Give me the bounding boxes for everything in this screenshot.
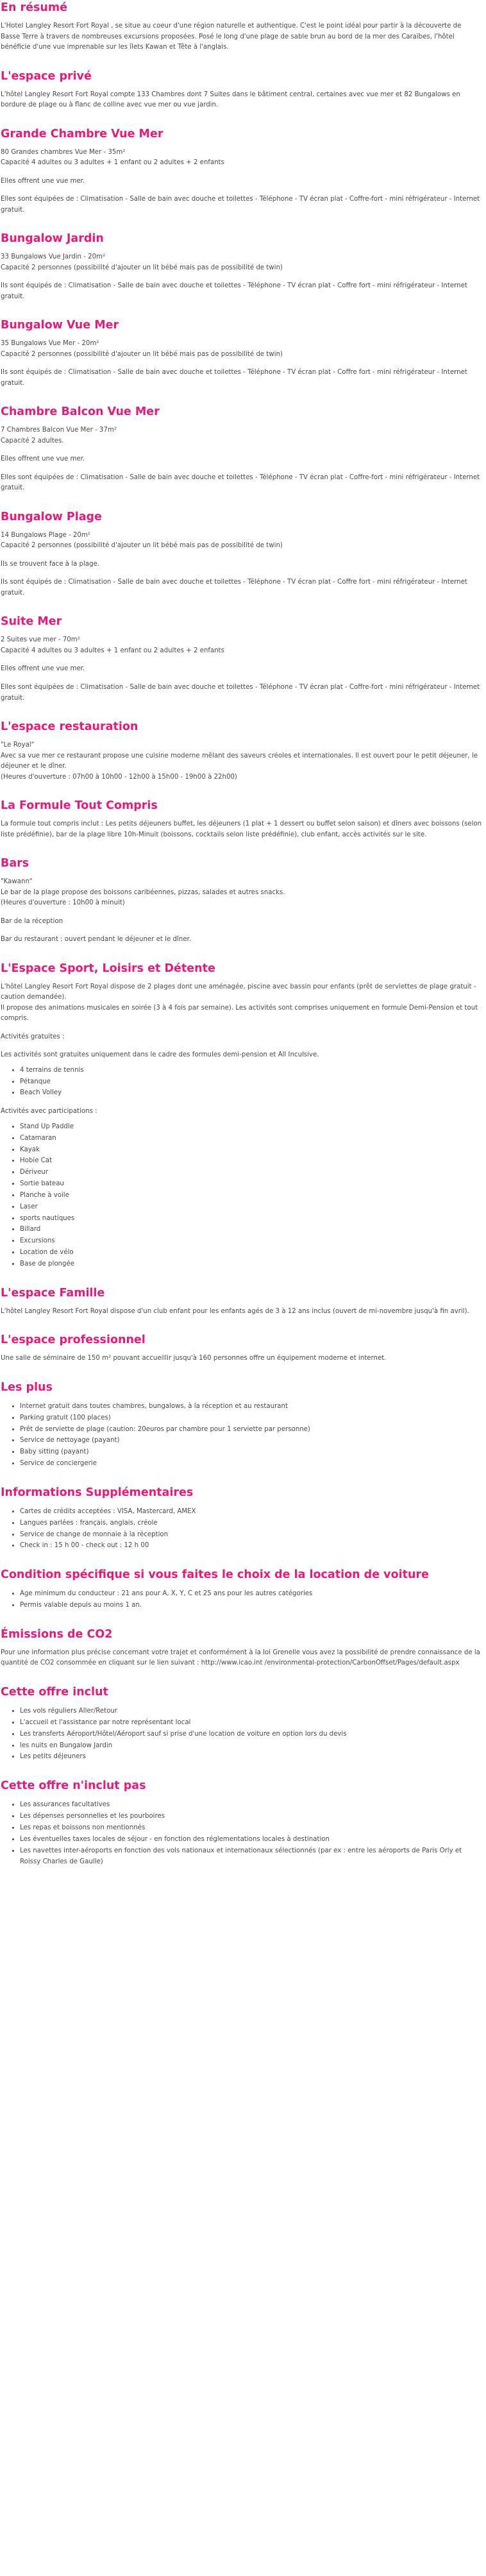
- list-item: • Sortie bateau: [20, 1178, 482, 1190]
- section-title: Cette offre inclut: [1, 1685, 108, 1699]
- section-les-plus: [1, 1381, 482, 1470]
- paid-activities-list: [1, 1121, 482, 1270]
- section-offre-inclut: [1, 1686, 482, 1763]
- section-bars: [1, 857, 482, 945]
- section-title: L'espace privé: [1, 69, 92, 83]
- list-item: • Kayak: [20, 1144, 482, 1156]
- list-item: • Cartes de crédits acceptées : VISA, Mastercard, AMEX: [20, 1506, 482, 1518]
- section-bungalow-vue-mer: [1, 319, 482, 389]
- section-sport: [1, 962, 482, 1270]
- list-item: • Excursions: [20, 1235, 482, 1247]
- list-item: • Les transferts Aéroport/Hôtel/Aéroport sauf si prise d'une location de voiture en option lors du devis: [20, 1729, 482, 1740]
- section-suite-mer: [1, 615, 482, 704]
- opening-hours: (Heures d'ouverture : 07h00 à 10h00 - 12h00 à 15h00 - 19h00 à 22h00): [1, 773, 237, 781]
- list-item: • Parking gratuit (100 places): [20, 1412, 482, 1424]
- section-title: L'Espace Sport, Loisirs et Détente: [1, 962, 215, 975]
- list-item: • Laser: [20, 1201, 482, 1213]
- paragraph: [1, 740, 482, 783]
- free-activities-list: [1, 1065, 482, 1099]
- list-item: • Location de vélo: [20, 1247, 482, 1258]
- section-offre-n-inclut-pas: [1, 1779, 482, 1868]
- section-bungalow-jardin: [1, 232, 482, 302]
- included-list: [1, 1706, 482, 1763]
- paragraph: [1, 635, 482, 656]
- paragraph: [1, 530, 482, 552]
- section-title: Chambre Balcon Vue Mer: [1, 405, 160, 419]
- room-capacity: Capacité 4 adultes ou 3 adultes + 1 enfant ou 2 adultes + 2 enfants: [1, 647, 224, 654]
- list-item: • Les petits déjeuners: [20, 1751, 482, 1763]
- list-item: • les nuits en Bungalow Jardin: [20, 1740, 482, 1752]
- list-item: • Base de plongée: [20, 1258, 482, 1270]
- section-resume: [1, 1, 482, 53]
- paragraph: L'Hotel Langley Resort Fort Royal , se situe au coeur d'une région naturelle et authentique. C'est le point idéal pour partir à la découverte de Basse Terre à travers de nombreuses excursions proposées. Posé le long d'une plage de sable brun au bord de la mer des Caraïbes, l'hôtel bénéficie d'une vue imprenable sur les îlets Kawan et Tête à l'anglais.: [1, 22, 462, 51]
- list-item: • Les navettes inter-aéroports en fonction des vols nationaux et internationaux sélectionnés (par ex : entre les aéroports de Paris Orly et Roissy Charles de Gaulle): [20, 1845, 482, 1868]
- list-item: • Beach Volley: [20, 1087, 482, 1099]
- section-bungalow-plage: [1, 511, 482, 599]
- list-item: • Catamaran: [20, 1133, 482, 1144]
- section-tout-compris: [1, 799, 482, 840]
- paragraph: Activités gratuites :: [1, 1033, 65, 1040]
- paragraph: Elles offrent une vue mer.: [1, 455, 85, 463]
- excluded-list: [1, 1799, 482, 1868]
- list-item: • Dériveur: [20, 1167, 482, 1178]
- section-title: Grande Chambre Vue Mer: [1, 127, 163, 140]
- list-item: • Age minimum du conducteur : 21 ans pour A, X, Y, C et 25 ans pour les autres catégories: [20, 1588, 482, 1600]
- paragraph: Bar du restaurant : ouvert pendant le déjeuner et le dîner.: [1, 936, 191, 944]
- section-location-voiture: [1, 1568, 482, 1611]
- paragraph: Une salle de séminaire de 150 m² pouvant accueillir jusqu'à 160 personnes offre un équipement moderne et internet.: [1, 1355, 387, 1362]
- restaurant-name: "Le Royal": [1, 741, 35, 749]
- paragraph: Activités avec participations :: [1, 1108, 97, 1115]
- section-title: Informations Supplémentaires: [1, 1486, 194, 1499]
- room-count: 14 Bungalows Plage - 20m²: [1, 531, 90, 539]
- plus-list: [1, 1401, 482, 1470]
- section-title: Suite Mer: [1, 615, 62, 629]
- paragraph: Les activités sont gratuites uniquement dans le cadre des formules demi-pension et All Inculsive.: [1, 1051, 319, 1059]
- sport-line: L'hôtel Langley Resort Fort Royal dispose de 2 plages dont une aménagée, piscine avec bassin pour enfants (prêt de serviettes de plage gratuit - caution demandée).: [1, 983, 476, 1001]
- section-title: Condition spécifique si vous faites le choix de la location de voiture: [1, 1568, 429, 1582]
- list-item: • Prêt de serviette de plage (caution: 20euros par chambre pour 1 serviette par personne): [20, 1424, 482, 1436]
- paragraph: [1, 252, 482, 273]
- section-title: Cette offre n'inclut pas: [1, 1779, 146, 1793]
- list-item: • Stand Up Paddle: [20, 1121, 482, 1133]
- list-item: • Service de change de monnaie à la réception: [20, 1529, 482, 1541]
- paragraph: Bar de la réception: [1, 917, 63, 925]
- list-item: • sports nautiques: [20, 1213, 482, 1224]
- bar-description: Le bar de la plage propose des boissons caribéennes, pizzas, salades et autres snacks.: [1, 888, 285, 896]
- room-capacity: Capacité 2 adultes.: [1, 437, 64, 445]
- paragraph: [1, 982, 482, 1024]
- location-list: [1, 1588, 482, 1611]
- sport-line: Il propose des animations musicales en soirée (3 à 4 fois par semaine). Les activités sont comprises uniquement en formule Demi-Pension et tout compris.: [1, 1004, 478, 1022]
- room-capacity: Capacité 2 personnes (possibilité d'ajouter un lit bébé mais pas de possibilité de twin): [1, 542, 283, 550]
- list-item: • Langues parlées : français, anglais, créole: [20, 1518, 482, 1529]
- section-title: Bungalow Jardin: [1, 232, 104, 246]
- paragraph: L'hôtel Langley Resort Fort Royal compte 133 Chambres dont 7 Suites dans le bâtiment central, certaines avec vue mer et 82 Bungalows en bordure de plage ou à flanc de colline avec vue mer ou vue jardin.: [1, 90, 460, 109]
- paragraph: Elles sont équipées de : Climatisation - Salle de bain avec douche et toilettes - Téléphone - TV écran plat - Coffre-fort - mini réfrigérateur - Internet gratuit.: [1, 196, 480, 214]
- paragraph: Ils sont équipés de : Climatisation - Salle de bain avec douche et toilettes - Téléphone - TV écran plat - Coffre fort - mini réfrigérateur - Internet gratuit.: [1, 579, 467, 597]
- list-item: • Check in : 15 h 00 - check out : 12 h 00: [20, 1540, 482, 1552]
- paragraph: Pour une information plus précise concernant votre trajet et conformément à la loi Grenelle vous avez la possibilité de prendre connaissance de la quantité de CO2 consommée en cliquant sur le lien suivant : http://www.icao.int /environmental-protection/CarbonOffset/Pages/default.aspx: [1, 1648, 480, 1667]
- section-title: L'espace Famille: [1, 1286, 105, 1300]
- section-title: Bars: [1, 857, 29, 870]
- paragraph: [1, 339, 482, 360]
- section-title: La Formule Tout Compris: [1, 799, 158, 813]
- section-restauration: [1, 720, 482, 783]
- paragraph: L'hôtel Langley Resort Fort Royal dispose d'un club enfant pour les enfants agés de 3 à 12 ans inclus (ouvert de mi-novembre jusqu'à fin avril).: [1, 1307, 469, 1315]
- list-item: • Billard: [20, 1224, 482, 1235]
- paragraph: Elles offrent une vue mer.: [1, 665, 85, 673]
- list-item: • Service de nettoyage (payant): [20, 1435, 482, 1446]
- room-count: 35 Bungalows Vue Mer - 20m²: [1, 340, 99, 348]
- room-count: 7 Chambres Balcon Vue Mer - 37m²: [1, 427, 117, 434]
- opening-hours: (Heures d'ouverture : 10h00 à minuit): [1, 899, 125, 907]
- list-item: • Les dépenses personnelles et les pourboires: [20, 1811, 482, 1822]
- section-title: L'espace restauration: [1, 720, 138, 734]
- section-title: Émissions de CO2: [1, 1627, 113, 1641]
- section-grande-chambre: [1, 128, 482, 216]
- paragraph: La formule tout compris inclut : Les petits déjeuners buffet, les déjeuners (1 plat + 1 dessert ou buffet selon saison) et dîners avec boissons (selon liste prédéfinie), bar de la plage libre 10h-Minuit (boissons, cocktails selon liste prédéfinie), club enfant, accès activités sur le site.: [1, 820, 482, 838]
- room-count: 80 Grandes chambres Vue Mer - 35m²: [1, 148, 126, 156]
- list-item: • L'accueil et l'assistance par notre représentant local: [20, 1717, 482, 1729]
- list-item: • Les assurances facultatives: [20, 1799, 482, 1811]
- section-title: Bungalow Vue Mer: [1, 319, 119, 332]
- list-item: • Hobie Cat: [20, 1155, 482, 1167]
- list-item: • Internet gratuit dans toutes chambres, bungalows, à la réception et au restaurant: [20, 1401, 482, 1412]
- section-informations: [1, 1486, 482, 1552]
- paragraph: [1, 148, 482, 169]
- infos-list: [1, 1506, 482, 1552]
- room-capacity: Capacité 2 personnes (possibilité d'ajouter un lit bébé mais pas de possibilité de twin): [1, 350, 283, 358]
- section-title: L'espace professionnel: [1, 1334, 146, 1347]
- bar-name: "Kawann": [1, 878, 33, 886]
- section-title: En résumé: [1, 1, 67, 14]
- paragraph: [1, 877, 482, 909]
- room-capacity: Capacité 4 adultes ou 3 adultes + 1 enfant ou 2 adultes + 2 enfants: [1, 159, 224, 167]
- list-item: • Permis valable depuis au moins 1 an.: [20, 1600, 482, 1611]
- paragraph: Ils sont équipés de : Climatisation - Salle de bain avec douche et toilettes - Téléphone - TV écran plat - Coffre fort - mini réfrigérateur - Internet gratuit.: [1, 282, 467, 300]
- list-item: • Baby sitting (payant): [20, 1446, 482, 1458]
- section-professionnel: [1, 1334, 482, 1364]
- list-item: • 4 terrains de tennis: [20, 1065, 482, 1076]
- list-item: • Les repas et boissons non mentionnés: [20, 1822, 482, 1834]
- list-item: • Les éventuelles taxes locales de séjour - en fonction des réglementations locales à destination: [20, 1834, 482, 1845]
- list-item: • Les vols réguliers Aller/Retour: [20, 1706, 482, 1717]
- section-espace-prive: [1, 70, 482, 111]
- paragraph: [1, 425, 482, 446]
- paragraph: Elles offrent une vue mer.: [1, 177, 85, 185]
- room-count: 2 Suites vue mer - 70m²: [1, 636, 80, 644]
- paragraph: Ils se trouvent face à la plage.: [1, 560, 100, 568]
- paragraph: Elles sont équipées de : Climatisation - Salle de bain avec douche et toilettes - Téléphone - TV écran plat - Coffre-fort - mini réfrigérateur - Internet gratuit.: [1, 683, 480, 702]
- section-co2: [1, 1628, 482, 1669]
- paragraph: Ils sont équipés de : Climatisation - Salle de bain avec douche et toilettes - Téléphone - TV écran plat - Coffre fort - mini réfrigérateur - Internet gratuit.: [1, 369, 467, 387]
- room-count: 33 Bungalows Vue Jardin - 20m²: [1, 253, 106, 261]
- section-famille: [1, 1287, 482, 1318]
- list-item: • Pétanque: [20, 1076, 482, 1088]
- room-capacity: Capacité 2 personnes (possibilité d'ajouter un lit bébé mais pas de possibilité de twin): [1, 264, 283, 271]
- list-item: • Service de conciergerie: [20, 1458, 482, 1470]
- paragraph: Elles sont équipées de : Climatisation - Salle de bain avec douche et toilettes - Téléphone - TV écran plat - Coffre-fort - mini réfrigérateur - Internet gratuit.: [1, 473, 480, 492]
- section-chambre-balcon: [1, 405, 482, 494]
- section-title: Bungalow Plage: [1, 510, 102, 523]
- restaurant-description: Avec sa vue mer ce restaurant propose une cuisine moderne mêlant des saveurs créoles et internationales. Il est ouvert pour le petit déjeuner, le déjeuner et le dîner.: [1, 752, 478, 770]
- list-item: • Planche à voile: [20, 1190, 482, 1201]
- section-title: Les plus: [1, 1380, 53, 1394]
